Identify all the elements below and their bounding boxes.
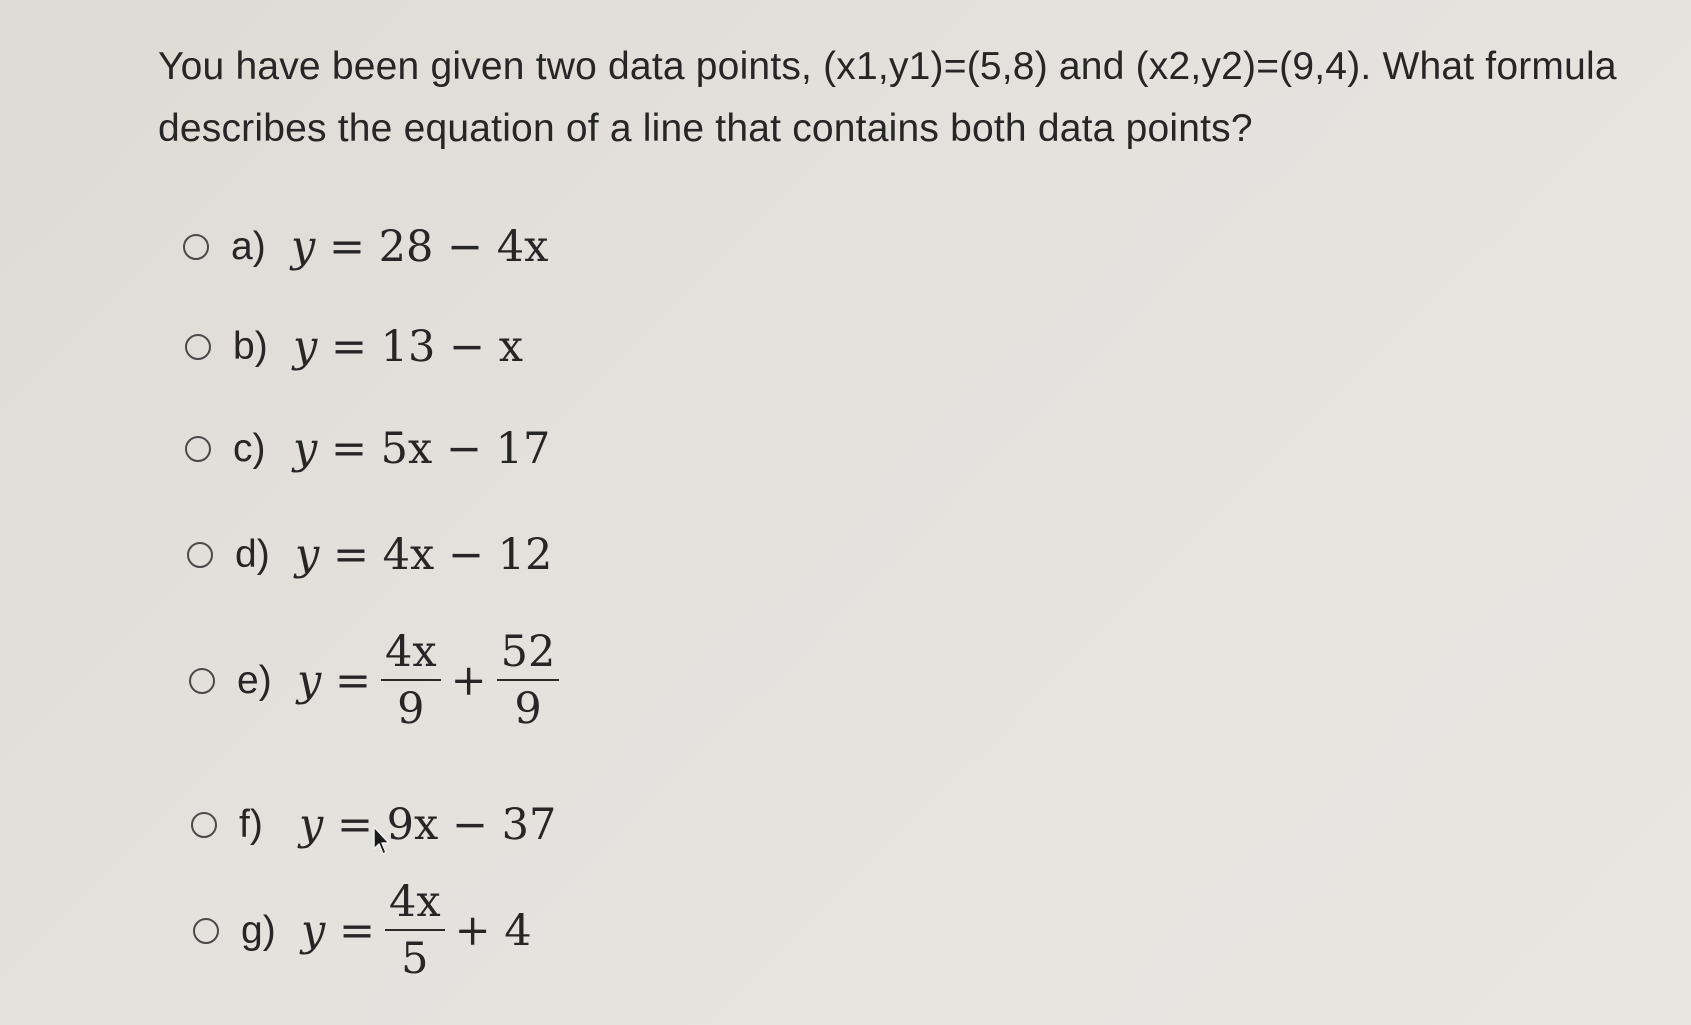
radio-button-a[interactable] bbox=[183, 234, 209, 260]
option-e-formula bbox=[297, 627, 569, 735]
option-a-lhs: y bbox=[291, 222, 316, 272]
option-d-eq: = bbox=[332, 530, 369, 580]
option-c-letter: c) bbox=[233, 427, 266, 470]
option-e-fraction-2-numerator: 52 bbox=[497, 630, 560, 681]
option-g-fraction-1-denominator: 5 bbox=[401, 934, 429, 985]
option-g-letter: g) bbox=[241, 909, 276, 953]
option-g-fraction-1 bbox=[385, 877, 445, 985]
option-d[interactable] bbox=[187, 530, 552, 580]
option-c[interactable] bbox=[185, 424, 550, 474]
radio-button-e[interactable] bbox=[189, 668, 215, 694]
option-a-formula bbox=[291, 222, 548, 272]
option-d-rhs: 4x − 12 bbox=[382, 530, 553, 580]
option-g-lhs: y bbox=[301, 906, 326, 957]
radio-button-c[interactable] bbox=[185, 436, 211, 462]
option-g-eq: = bbox=[338, 906, 375, 957]
option-a-letter: a) bbox=[231, 225, 266, 268]
option-e-operator: + bbox=[450, 656, 487, 707]
option-c-eq: = bbox=[330, 424, 367, 474]
radio-button-f[interactable] bbox=[191, 812, 217, 838]
option-e-eq: = bbox=[334, 656, 371, 707]
option-b-rhs: 13 − x bbox=[380, 322, 524, 372]
option-g[interactable] bbox=[193, 877, 532, 985]
option-c-formula bbox=[293, 424, 550, 474]
option-a-rhs: 28 − 4x bbox=[378, 222, 549, 272]
option-e-fraction-1-numerator: 4x bbox=[381, 630, 441, 681]
option-b-letter: b) bbox=[233, 325, 268, 368]
option-g-fraction-1-numerator: 4x bbox=[385, 880, 445, 931]
option-b-formula bbox=[293, 322, 523, 372]
option-f-eq: = bbox=[336, 800, 373, 850]
radio-button-g[interactable] bbox=[193, 918, 219, 944]
option-b-eq: = bbox=[330, 322, 367, 372]
option-e-lhs: y bbox=[297, 656, 322, 707]
option-a-eq: = bbox=[328, 222, 365, 272]
radio-button-d[interactable] bbox=[187, 542, 213, 568]
option-d-letter: d) bbox=[235, 533, 270, 576]
option-c-rhs: 5x − 17 bbox=[380, 424, 551, 474]
option-f-letter: f) bbox=[239, 803, 263, 846]
option-e-fraction-1-denominator: 9 bbox=[397, 684, 425, 735]
option-e-letter: e) bbox=[237, 659, 272, 703]
option-e[interactable] bbox=[189, 627, 569, 735]
mouse-pointer-icon bbox=[372, 826, 392, 856]
radio-button-b[interactable] bbox=[185, 334, 211, 360]
question-text: You have been given two data points, (x1,y1)=(5,8) and (x2,y2)=(9,4). What formula describes the equation of a line that contains both data points? bbox=[158, 45, 1617, 150]
option-d-lhs: y bbox=[295, 530, 320, 580]
option-e-fraction-2 bbox=[497, 627, 560, 735]
option-b[interactable] bbox=[185, 322, 523, 372]
option-f-lhs: y bbox=[299, 800, 324, 850]
option-e-fraction-2-denominator: 9 bbox=[514, 684, 542, 735]
option-f-rhs: 9x − 37 bbox=[386, 800, 557, 850]
option-d-formula bbox=[295, 530, 552, 580]
option-b-lhs: y bbox=[293, 322, 318, 372]
option-e-fraction-1 bbox=[381, 627, 441, 735]
option-c-lhs: y bbox=[293, 424, 318, 474]
option-g-operator: + 4 bbox=[454, 906, 532, 957]
option-a[interactable] bbox=[183, 222, 548, 272]
option-f-formula bbox=[299, 800, 556, 850]
option-g-formula bbox=[301, 877, 532, 985]
